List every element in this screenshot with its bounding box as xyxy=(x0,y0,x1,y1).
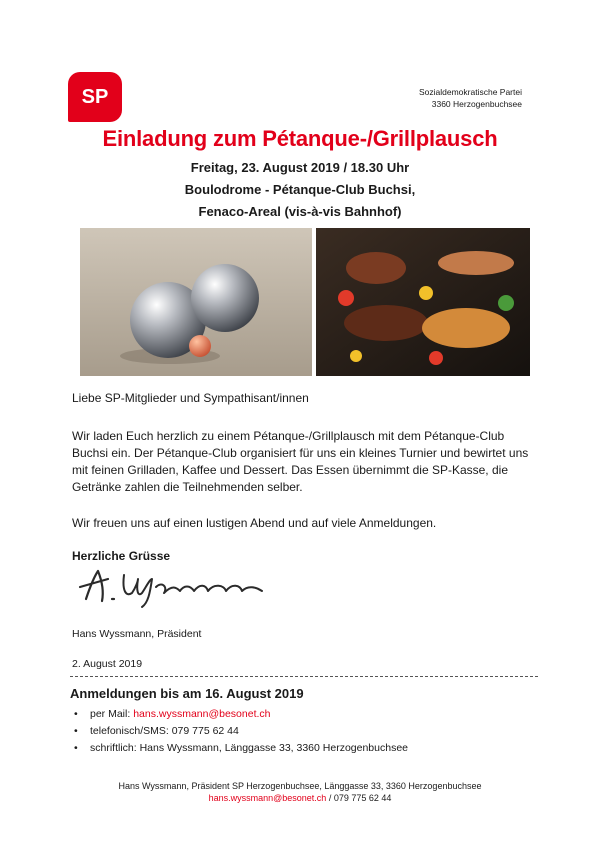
logo-text: SP xyxy=(81,85,109,108)
signer-name: Hans Wyssmann, Präsident xyxy=(72,628,202,640)
petanque-balls-photo xyxy=(80,228,312,376)
footer-phone: / 079 775 62 44 xyxy=(326,793,392,803)
closing-greeting: Herzliche Grüsse xyxy=(72,549,171,563)
registration-title: Anmeldungen bis am 16. August 2019 xyxy=(70,686,304,701)
closing-text: Wir freuen uns auf einen lustigen Abend und auf viele Anmeldungen. xyxy=(72,516,437,530)
letter-date: 2. August 2019 xyxy=(72,658,143,670)
party-name: Sozialdemokratische Partei xyxy=(419,87,522,97)
barbecue-grill-photo xyxy=(316,228,530,376)
mail-label: per Mail: xyxy=(90,708,134,720)
event-title: Einladung zum Pétanque-/Grillplausch xyxy=(102,126,498,151)
footer xyxy=(0,780,600,804)
divider xyxy=(70,676,538,677)
mail-link[interactable]: hans.wyssmann@besonet.ch xyxy=(133,708,271,720)
event-location-1: Boulodrome - Pétanque-Club Buchsi, xyxy=(184,182,416,197)
salutation: Liebe SP-Mitglieder und Sympathisant/innen xyxy=(72,391,309,405)
party-address xyxy=(419,86,522,110)
invitation-text: Wir laden Euch herzlich zu einem Pétanque-/Grillplausch mit dem Pétanque-Club Buchsi ein. Der Pétanque-Club organisiert für uns ein kleines Turnier und bewirtet uns mit feinen Grilladen, Kaffee und Dessert. Das Essen übernimmt die SP-Kasse, die Getränke zahlen die Teilnehmenden selber. xyxy=(72,429,529,494)
handwritten-signature xyxy=(76,565,266,610)
event-date: Freitag, 23. August 2019 / 18.30 Uhr xyxy=(190,160,410,175)
footer-contact xyxy=(0,792,600,804)
footer-email-link[interactable]: hans.wyssmann@besonet.ch xyxy=(208,793,327,803)
list-item: • schriftlich: Hans Wyssmann, Länggasse 33, 3360 Herzogenbuchsee xyxy=(72,740,408,757)
registration-list xyxy=(72,706,408,757)
list-item xyxy=(72,706,408,723)
footer-address: Hans Wyssmann, Präsident SP Herzogenbuchsee, Länggasse 33, 3360 Herzogenbuchsee xyxy=(118,781,482,791)
sp-logo xyxy=(68,72,122,122)
list-item: • telefonisch/SMS: 079 775 62 44 xyxy=(72,723,408,740)
party-town: 3360 Herzogenbuchsee xyxy=(431,99,522,109)
event-location-2: Fenaco-Areal (vis-à-vis Bahnhof) xyxy=(198,204,402,219)
